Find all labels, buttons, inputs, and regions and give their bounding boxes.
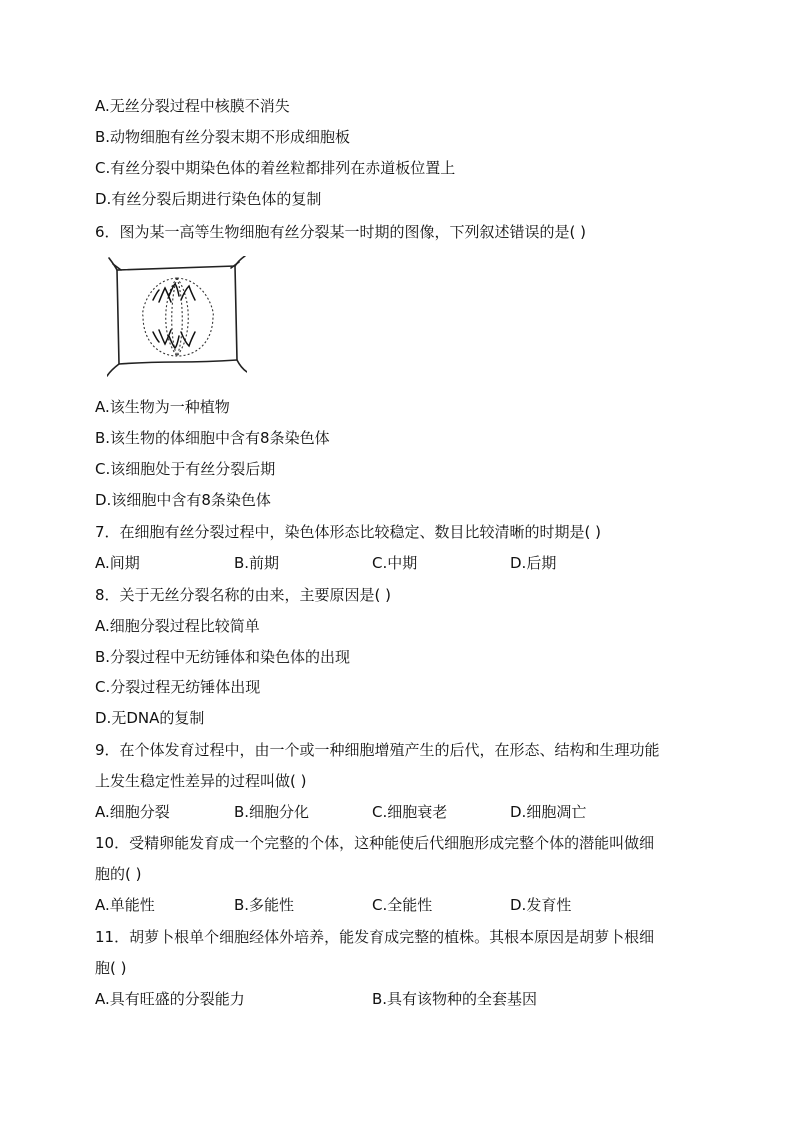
q8-option-a: A.细胞分裂过程比较简单 <box>95 617 260 635</box>
q6-option-d: D.该细胞中含有8条染色体 <box>95 491 271 509</box>
q11-stem-line2: 胞( ) <box>95 959 127 977</box>
q11-stem-line1: 11．胡萝卜根单个细胞经体外培养，能发育成完整的植株。其根本原因是胡萝卜根细 <box>95 928 655 946</box>
q8-option-d: D.无DNA的复制 <box>95 709 205 727</box>
q6-stem: 6．图为某一高等生物细胞有丝分裂某一时期的图像，下列叙述错误的是( ) <box>95 223 587 241</box>
q9-stem-line2: 上发生稳定性差异的过程叫做( ) <box>95 772 307 790</box>
q7-option-b: B.前期 <box>234 554 280 572</box>
q6-option-a: A.该生物为一种植物 <box>95 398 230 416</box>
q8-stem: 8．关于无丝分裂名称的由来，主要原因是( ) <box>95 586 392 604</box>
q10-stem-line1: 10．受精卵能发育成一个完整的个体，这种能使后代细胞形成完整个体的潜能叫做细 <box>95 834 655 852</box>
q7-stem: 7．在细胞有丝分裂过程中，染色体形态比较稳定、数目比较清晰的时期是( ) <box>95 523 602 541</box>
q9-option-c: C.细胞衰老 <box>372 803 448 821</box>
q9-stem-line1: 9．在个体发育过程中，由一个或一种细胞增殖产生的后代，在形态、结构和生理功能 <box>95 741 660 759</box>
cell-division-figure <box>107 256 247 390</box>
q6-option-c: C.该细胞处于有丝分裂后期 <box>95 460 276 478</box>
q10-stem-line2: 胞的( ) <box>95 865 142 883</box>
plant-cell-anaphase-illustration <box>107 256 247 390</box>
q8-option-c: C.分裂过程无纺锤体出现 <box>95 678 261 696</box>
q11-option-a: A.具有旺盛的分裂能力 <box>95 990 245 1008</box>
q9-option-b: B.细胞分化 <box>234 803 310 821</box>
q5-option-a: A.无丝分裂过程中核膜不消失 <box>95 97 290 115</box>
q5-option-d: D.有丝分裂后期进行染色体的复制 <box>95 190 322 208</box>
q10-option-c: C.全能性 <box>372 896 433 914</box>
q7-option-d: D.后期 <box>510 554 557 572</box>
q8-option-b: B.分裂过程中无纺锤体和染色体的出现 <box>95 648 351 666</box>
q7-options-row <box>95 553 715 573</box>
q9-options-row <box>95 802 715 822</box>
q10-option-a: A.单能性 <box>95 896 155 914</box>
q11-option-b: B.具有该物种的全套基因 <box>372 990 538 1008</box>
q10-options-row <box>95 895 715 915</box>
q10-option-b: B.多能性 <box>234 896 295 914</box>
q11-options-row <box>95 989 715 1009</box>
q7-option-c: C.中期 <box>372 554 418 572</box>
q5-option-b: B.动物细胞有丝分裂末期不形成细胞板 <box>95 128 351 146</box>
q6-option-b: B.该生物的体细胞中含有8条染色体 <box>95 429 330 447</box>
q9-option-a: A.细胞分裂 <box>95 803 170 821</box>
q9-option-d: D.细胞凋亡 <box>510 803 587 821</box>
q10-option-d: D.发育性 <box>510 896 572 914</box>
q5-option-c: C.有丝分裂中期染色体的着丝粒都排列在赤道板位置上 <box>95 159 456 177</box>
q7-option-a: A.间期 <box>95 554 140 572</box>
